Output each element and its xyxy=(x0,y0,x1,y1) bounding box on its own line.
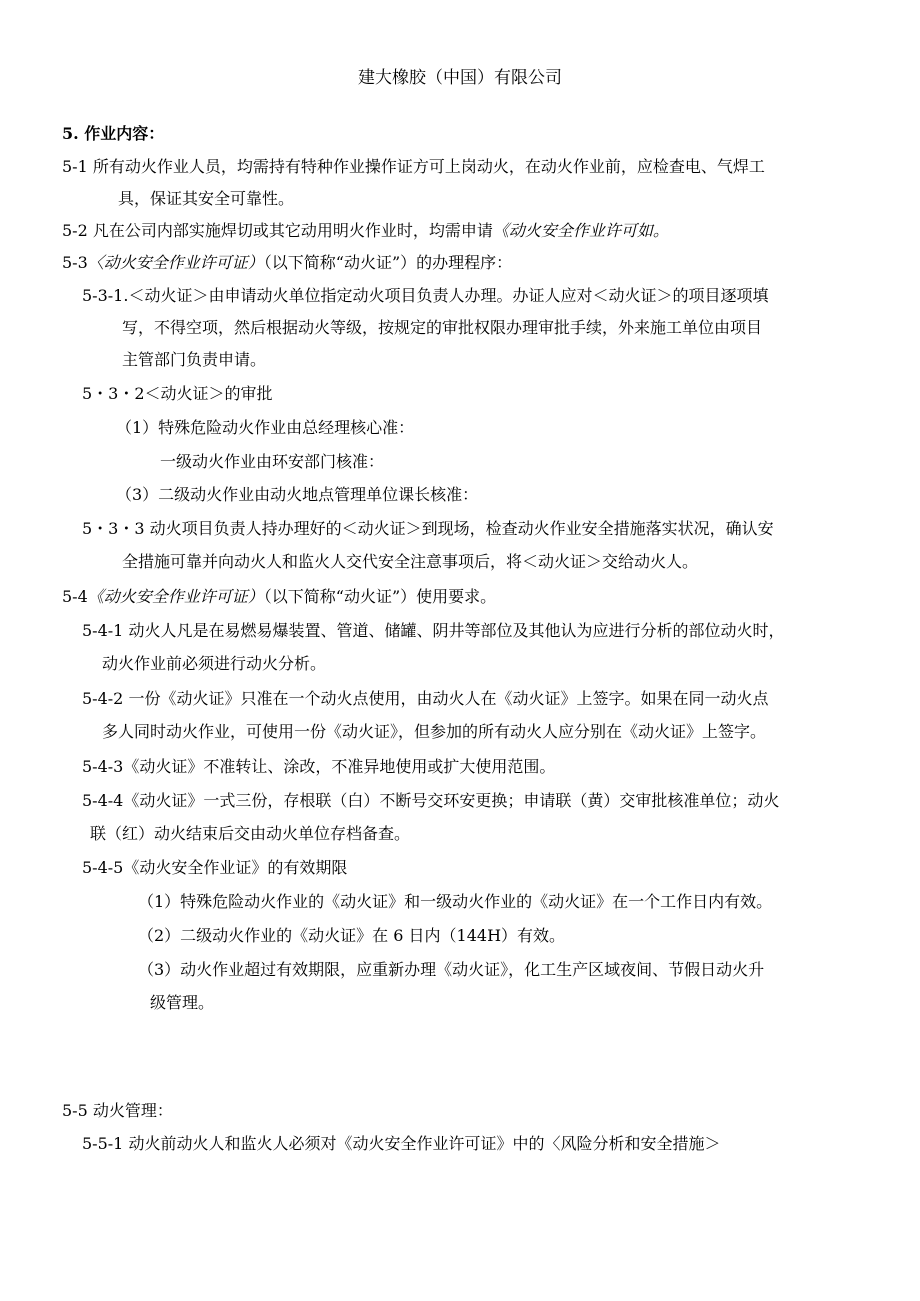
clause-5-1-line-1: 5-1 所有动火作业人员，均需持有特种作业操作证方可上岗动火，在动火作业前，应检查电、气焊工 xyxy=(62,157,765,176)
clause-5-5-1-line-1: 5-5-1 动火前动火人和监火人必须对《动火安全作业许可证》中的〈风险分析和安全措施＞ xyxy=(82,1134,721,1153)
clause-5-4-3: 5-4-3《动火证》不准转让、涂改，不准异地使用或扩大使用范围。 xyxy=(82,757,556,776)
clause-5-2-permit-name: 《动火安全作业许可如。 xyxy=(492,221,669,240)
clause-5-4-rest: （以下简称“动火证”）使用要求。 xyxy=(263,587,497,606)
clause-5-3-1-line-2: 写，不得空项，然后根据动火等级，按规定的审批权限办理审批手续，外来施工单位由项目 xyxy=(122,318,763,337)
clause-5-4-1-line-1: 5-4-1 动火人凡是在易燃易爆装置、管道、储罐、阴井等部位及其他认为应进行分析的部位动火时， xyxy=(82,621,785,640)
clause-5-2 xyxy=(62,219,669,243)
section-title: 5. 作业内容： xyxy=(62,124,165,143)
clause-5-4-5-item-3-line-2: 级管理。 xyxy=(150,993,215,1012)
clause-5-3-1-line-1: 5-3-1.＜动火证＞由申请动火单位指定动火项目负责人办理。办证人应对＜动火证＞的项目逐项填 xyxy=(82,286,769,305)
clause-5-4-1-line-2: 动火作业前必须进行动火分析。 xyxy=(102,654,327,673)
clause-5-1-line-2: 具，保证其安全可靠性。 xyxy=(118,189,295,208)
clause-5-3-3-line-1: 5・3・3 动火项目负责人持办理好的＜动火证＞到现场，检查动火作业安全措施落实状况，确认安 xyxy=(82,519,774,538)
clause-5-4-prefix: 5-4 xyxy=(62,587,88,606)
clause-5-3-2-item-3: （3）二级动火作业由动火地点管理单位课长核准： xyxy=(116,485,479,504)
clause-5-4 xyxy=(62,585,496,609)
clause-5-5-title: 5-5 动火管理： xyxy=(62,1101,173,1120)
clause-5-4-5-title: 5-4-5《动火安全作业证》的有效期限 xyxy=(82,858,348,877)
clause-5-3-2-item-1: （1）特殊危险动火作业由总经理核心准： xyxy=(116,418,415,437)
clause-5-3-2-title: 5・3・2＜动火证＞的审批 xyxy=(82,384,273,403)
clause-5-4-2-line-1: 5-4-2 一份《动火证》只准在一个动火点使用，由动火人在《动火证》上签字。如果在同一动火点 xyxy=(82,689,769,708)
clause-5-3-permit-name: 〈动火安全作业许可证） xyxy=(87,253,264,272)
clause-5-4-permit-name: 《动火安全作业许可证） xyxy=(87,587,264,606)
clause-5-4-5-item-2: （2）二级动火作业的《动火证》在 6 日内（144H）有效。 xyxy=(138,926,566,945)
clause-5-4-5-item-3-line-1: （3）动火作业超过有效期限，应重新办理《动火证》，化工生产区域夜间、节假日动火升 xyxy=(138,960,765,979)
clause-5-3-1-line-3: 主管部门负责申请。 xyxy=(122,350,267,369)
company-header: 建大橡胶（中国）有限公司 xyxy=(358,68,562,88)
clause-5-4-4-line-1: 5-4-4《动火证》一式三份，存根联（白）不断号交环安更换；申请联（黄）交审批核准单位；动火 xyxy=(82,791,780,810)
clause-5-3-rest: （以下简称“动火证”）的办理程序： xyxy=(263,253,513,272)
clause-5-2-text: 5-2 凡在公司内部实施焊切或其它动用明火作业时，均需申请 xyxy=(62,221,493,240)
clause-5-4-4-line-2: 联（红）动火结束后交由动火单位存档备查。 xyxy=(90,824,411,843)
clause-5-3-prefix: 5-3 xyxy=(62,253,88,272)
clause-5-4-5-item-1: （1）特殊危险动火作业的《动火证》和一级动火作业的《动火证》在一个工作日内有效。 xyxy=(138,892,773,911)
clause-5-3-3-line-2: 全措施可靠并向动火人和监火人交代安全注意事项后，将＜动火证＞交给动火人。 xyxy=(122,552,699,571)
clause-5-3 xyxy=(62,251,512,275)
clause-5-4-2-line-2: 多人同时动火作业，可使用一份《动火证》，但参加的所有动火人应分别在《动火证》上签字。 xyxy=(102,722,767,741)
clause-5-3-2-item-2: 一级动火作业由环安部门核准： xyxy=(160,452,385,471)
